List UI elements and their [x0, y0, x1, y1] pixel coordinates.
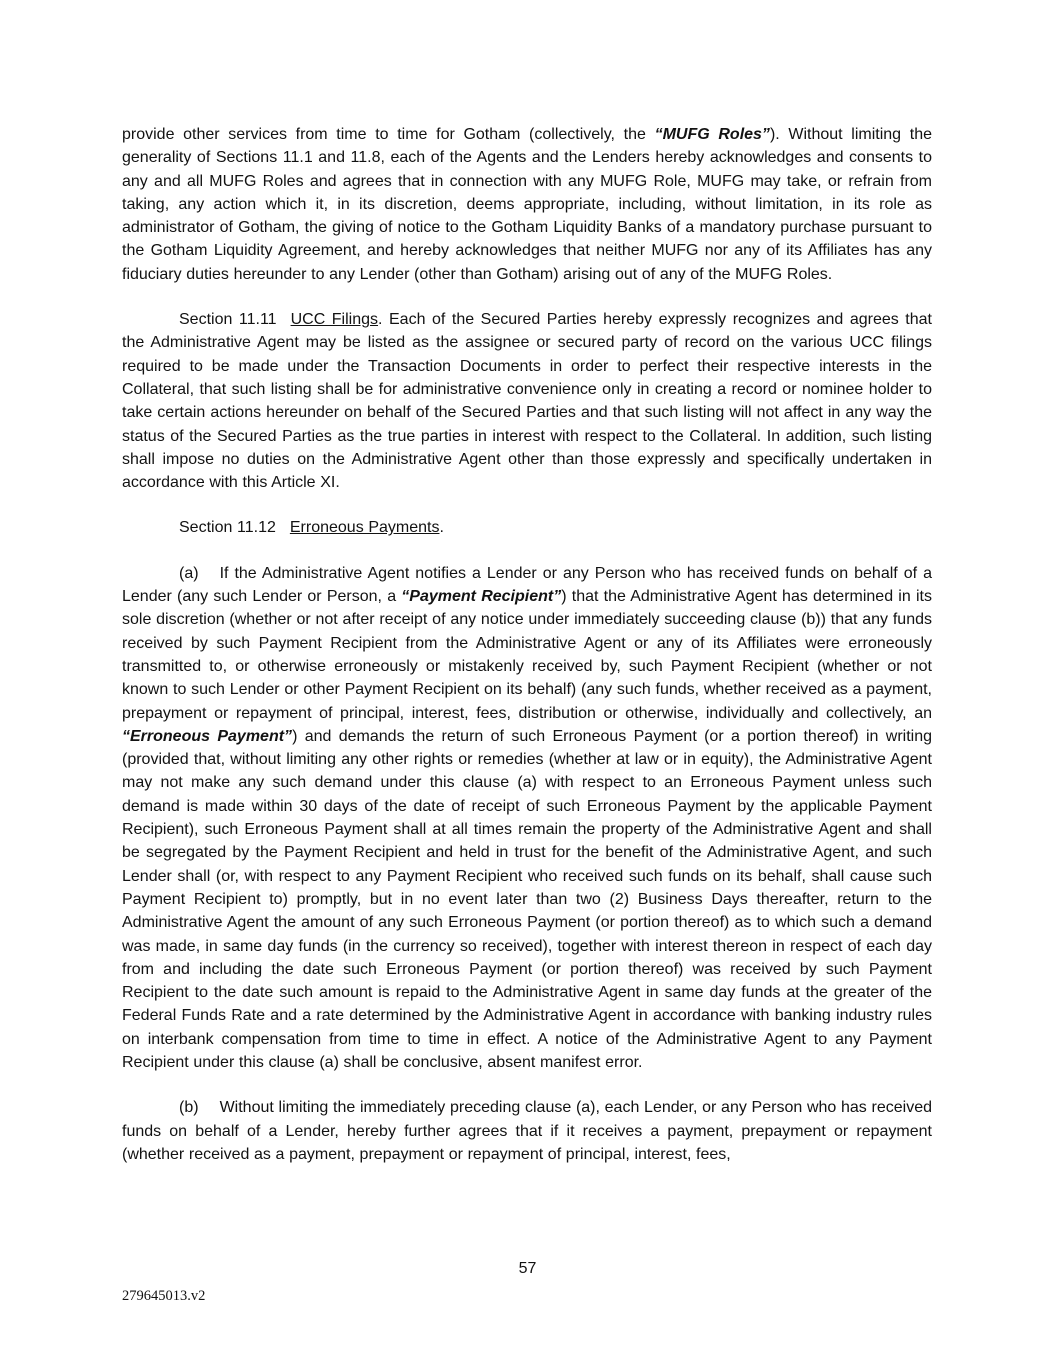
- text-run: (a): [179, 564, 199, 582]
- text-run: .: [439, 519, 444, 537]
- defined-term-payment-recipient: “Payment Recipient”: [401, 588, 562, 606]
- defined-term-erroneous-payment: “Erroneous Payment”: [122, 727, 293, 745]
- paragraph-clause-b: [122, 1096, 932, 1166]
- paragraph-mufg-roles-continuation: [122, 123, 932, 286]
- section-heading-erroneous-payments: Erroneous Payments: [289, 519, 440, 537]
- text-run: . Each of the Secured Parties hereby expressly recognizes and agrees that the Administrative Agent may be listed as the assignee or secured party of record on the various UCC filings required to be made under the Transaction Documents in order to perfect their respective interests in the Collateral, that such listing shall be for administrative convenience only in creating a record or nominee holder to take certain actions hereunder on behalf of the Secured Parties and that such listing will not affect in any way the status of the Secured Parties as the true parties in interest with respect to the Collateral. In addition, such listing shall impose no duties on the Administrative Agent other than those expressly and specifically undertaken in accordance with this Article XI.: [122, 311, 932, 492]
- text-run: If the Administrative Agent notifies a Lender or any Person who has received funds on behalf of a Lender (any such Lender or Person, a: [122, 564, 932, 606]
- text-run: ). Without limiting the generality of Sections 11.1 and 11.8, each of the Agents and the Lenders hereby acknowledges and consents to any and all MUFG Roles and agrees that in connection with any MUFG Role, MUFG may take, or refrain from taking, any action which it, in its discretion, deems appropriate, including, without limitation, in its role as administrator of Gotham, the giving of notice to the Gotham Liquidity Banks of a mandatory purchase pursuant to the Gotham Liquidity Agreement, and hereby acknowledges that neither MUFG nor any of its Affiliates has any fiduciary duties hereunder to any Lender (other than Gotham) arising out of any of the MUFG Roles.: [122, 126, 932, 283]
- text-run: provide other services from time to time for Gotham (collectively, the: [122, 126, 655, 143]
- text-run: Without limiting the immediately preceding clause (a), each Lender, or any Person who has received funds on behalf of a Lender, hereby further agrees that if it receives a payment, prepayment or repayment (whether received as a payment, prepayment or repayment of principal, interest, fees,: [122, 1099, 932, 1163]
- text-run: (b): [179, 1099, 199, 1117]
- paragraph-section-11-11: [122, 308, 932, 494]
- page-number: 57: [518, 1260, 537, 1277]
- text-run: Section 11.11: [179, 311, 277, 329]
- text-run: Section 11.12: [179, 519, 276, 537]
- defined-term-mufg-roles: “MUFG Roles”: [654, 126, 770, 143]
- footer-doc-id: 279645013.v2: [122, 1288, 206, 1304]
- paragraph-clause-a: [122, 562, 932, 1075]
- text-run: ) that the Administrative Agent has determined in its sole discretion (whether or not after receipt of any notice under immediately succeeding clause (b)) that any funds received by such Payment Recipient from the Administrative Agent or any of its Affiliates were erroneously transmitted to, or otherwise erroneously or mistakenly received by, such Payment Recipient (whether or not known to such Lender or other Payment Recipient on its behalf) (any such funds, whether received as a payment, prepayment or repayment of principal, interest, fees, distribution or otherwise, individually and collectively, an: [122, 588, 932, 722]
- paragraph-section-11-12-heading: [122, 516, 932, 539]
- text-block: [122, 123, 932, 1188]
- text-run: ) and demands the return of such Erroneous Payment (or a portion thereof) in writing (provided that, without limiting any other rights or remedies (whether at law or in equity), the Administrative Agent may not make any such demand under this clause (a) with respect to an Erroneous Payment unless such demand is made within 30 days of the date of receipt of such Erroneous Payment by the applicable Payment Recipient), such Erroneous Payment shall at all times remain the property of the Administrative Agent and shall be segregated by the Payment Recipient and held in trust for the benefit of the Administrative Agent, and such Lender shall (or, with respect to any Payment Recipient who received such funds on its behalf, shall cause such Payment Recipient to) promptly, but in no event later than two (2) Business Days thereafter, return to the Administrative Agent the amount of any such Erroneous Payment (or portion thereof) as to which such a demand was made, in same day funds (in the currency so received), together with interest thereon in respect of each day from and including the date such Erroneous Payment (or portion thereof) was received by such Payment Recipient to the date such amount is repaid to the Administrative Agent in same day funds at the greater of the Federal Funds Rate and a rate determined by the Administrative Agent in accordance with banking industry rules on interbank compensation from time to time in effect. A notice of the Administrative Agent to any Payment Recipient under this clause (a) shall be conclusive, absent manifest error.: [122, 727, 932, 1071]
- section-heading-ucc-filings: UCC Filings: [290, 311, 379, 329]
